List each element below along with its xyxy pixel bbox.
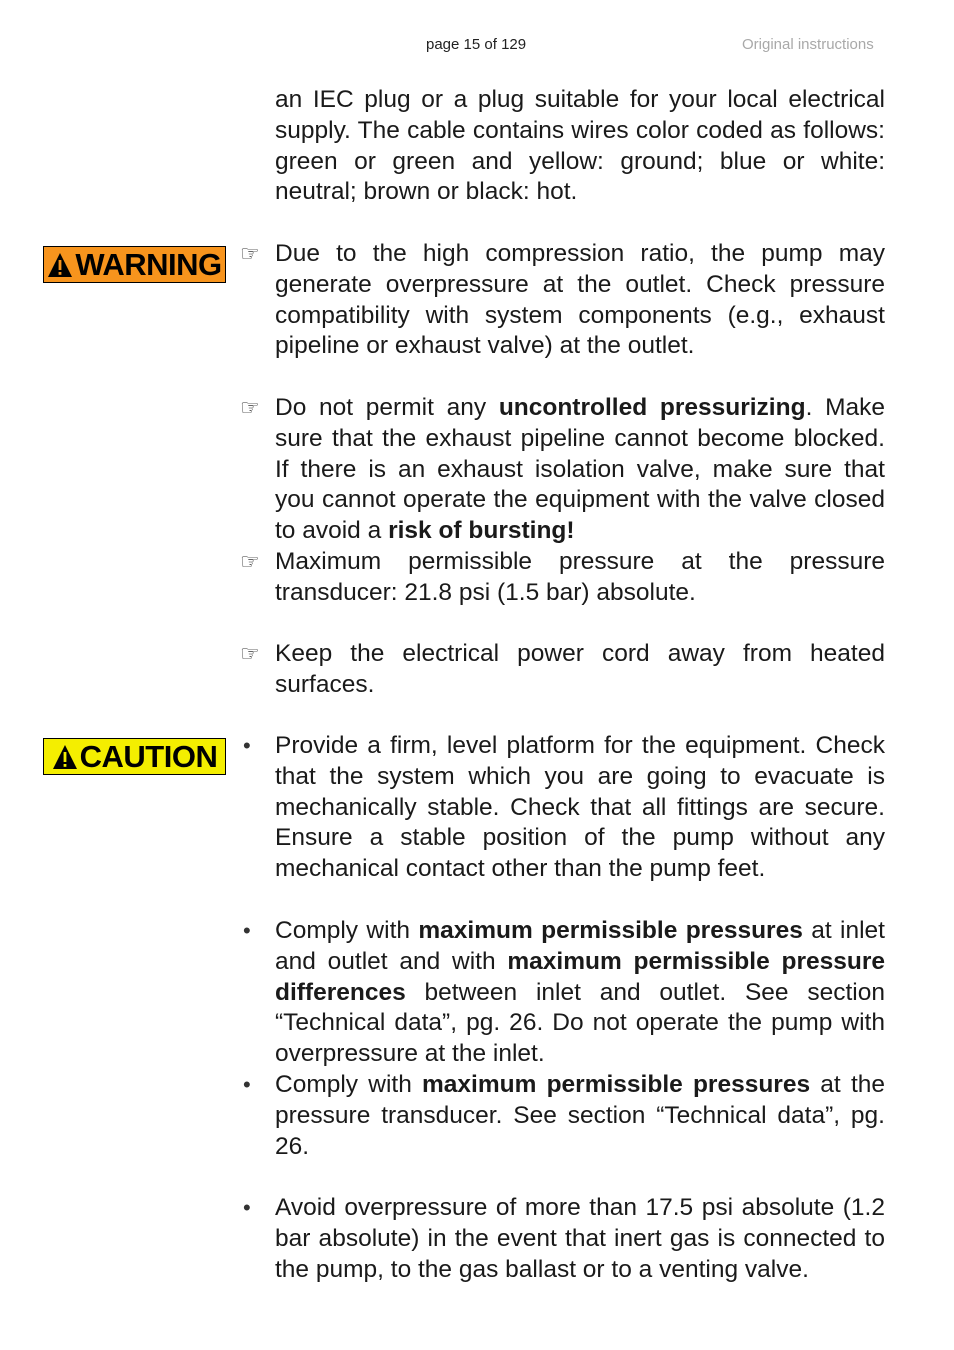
list-item bbox=[240, 393, 885, 547]
warning-label: WARNING bbox=[75, 246, 222, 282]
list-item bbox=[240, 547, 885, 609]
page-number: page 15 of 129 bbox=[426, 36, 527, 53]
warning-badge bbox=[43, 246, 226, 283]
caution-badge bbox=[43, 738, 226, 775]
paragraph-platform: Provide a firm, level platform for the equipment. Check that the system which you are going to evacuate is mechanically stable. Check that all fittings are secure. Ensure a stable position of the pump without any mechanical contact other than the pump feet. bbox=[275, 732, 885, 883]
bullet-icon: • bbox=[243, 1195, 251, 1220]
list-item bbox=[243, 916, 885, 1070]
paragraph-transducer-pressure: Maximum permissible pressure at the pressure transducer: 21.8 psi (1.5 bar) absolute. bbox=[275, 548, 885, 606]
document-label: Original instructions bbox=[742, 36, 874, 53]
paragraph-max-pressures: Comply with maximum permissible pressures at inlet and outlet and with maximum permissible pressure differences between inlet and outlet. See section “Technical data”, pg. 26. Do not operate the pump with overpressure at the inlet. bbox=[275, 917, 885, 1068]
paragraph-power-cable: an IEC plug or a plug suitable for your local electrical supply. The cable contains wires color coded as follows: green or green and yellow: ground; blue or white: neutral; brown or black: hot. bbox=[275, 86, 885, 206]
list-item bbox=[243, 1070, 886, 1162]
paragraph-pressurizing: Do not permit any uncontrolled pressurizing. Make sure that the exhaust pipeline cannot become blocked. If there is an exhaust isolation valve, make sure that you cannot operate the equipment with the valve closed to avoid a risk of bursting! bbox=[275, 394, 885, 545]
paragraph-transducer-max: Comply with maximum permissible pressures at the pressure transducer. See section “Technical data”, pg. 26. bbox=[275, 1071, 886, 1160]
bullet-icon: • bbox=[243, 733, 251, 758]
pointing-hand-icon: ☞ bbox=[240, 241, 260, 266]
paragraph-overpressure-outlet: Due to the high compression ratio, the pump may generate overpressure at the outlet. Check pressure compatibility with system components (e.g., exhaust pipeline or exhaust valve) at the outlet. bbox=[275, 240, 885, 360]
pointing-hand-icon: ☞ bbox=[240, 549, 260, 574]
bullet-icon: • bbox=[243, 918, 251, 943]
pointing-hand-icon: ☞ bbox=[240, 641, 260, 666]
pointing-hand-icon: ☞ bbox=[240, 395, 260, 420]
list-item bbox=[240, 639, 885, 701]
caution-label: CAUTION bbox=[79, 738, 218, 774]
paragraph-power-cord: Keep the electrical power cord away from heated surfaces. bbox=[275, 640, 885, 698]
warning-triangle-icon bbox=[47, 252, 73, 278]
list-item bbox=[240, 239, 885, 362]
list-item bbox=[243, 731, 885, 885]
list-item bbox=[243, 1193, 885, 1285]
bullet-icon: • bbox=[243, 1072, 251, 1097]
caution-triangle-icon bbox=[52, 744, 78, 770]
paragraph-inert-gas: Avoid overpressure of more than 17.5 psi absolute (1.2 bar absolute) in the event that inert gas is connected to the pump, to the gas ballast or to a venting valve. bbox=[275, 1194, 885, 1283]
